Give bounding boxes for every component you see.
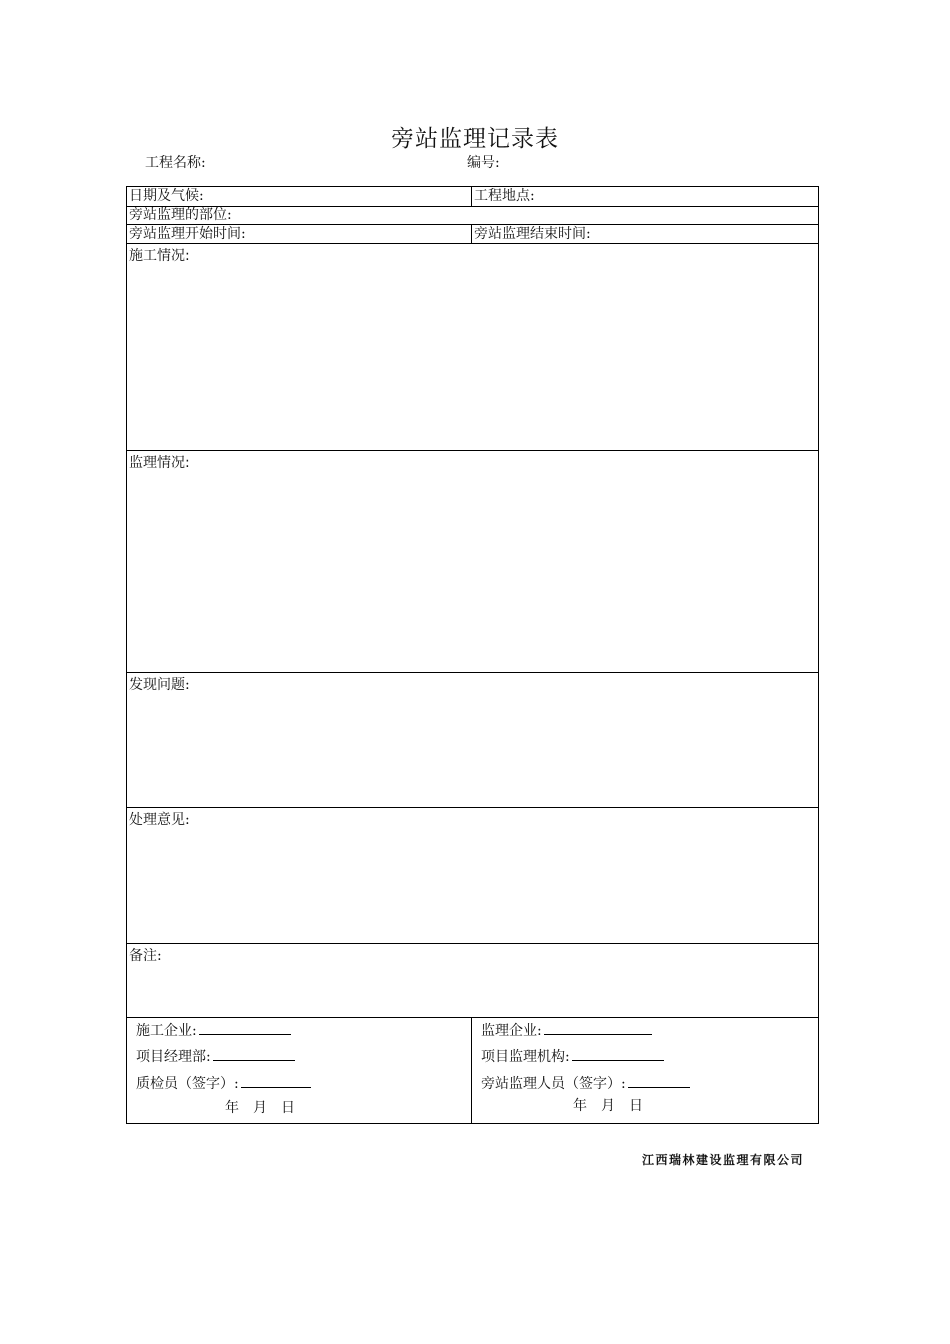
supervision-label: 监理情况:: [129, 455, 190, 471]
signature-section: [127, 1018, 818, 1123]
construction-label: 施工情况:: [129, 248, 190, 264]
signature-right: [471, 1018, 818, 1123]
signature-blank: [213, 1046, 295, 1061]
construction-company-line[interactable]: [136, 1020, 291, 1041]
supervision-company-label: 监理企业:: [481, 1023, 542, 1039]
end-time-label: 旁站监理结束时间:: [474, 226, 591, 242]
supervision-section[interactable]: [127, 451, 818, 673]
part-field[interactable]: [127, 207, 818, 224]
footer-company: 江西瑞林建设监理有限公司: [641, 1153, 804, 1167]
supervision-staff-label: 旁站监理人员（签字）:: [481, 1076, 626, 1092]
start-time-label: 旁站监理开始时间:: [129, 226, 246, 242]
project-dept-line[interactable]: [136, 1046, 295, 1067]
signature-blank: [241, 1073, 311, 1088]
signature-blank: [628, 1073, 690, 1088]
construction-company-label: 施工企业:: [136, 1023, 197, 1039]
project-dept-label: 项目经理部:: [136, 1049, 211, 1065]
supervision-company-line[interactable]: [481, 1020, 652, 1041]
left-date-label: 年 月 日: [225, 1100, 295, 1116]
signature-blank: [544, 1020, 652, 1035]
row-part: [127, 207, 818, 225]
inspector-label: 质检员（签字）:: [136, 1076, 239, 1092]
part-label: 旁站监理的部位:: [129, 207, 232, 223]
supervision-staff-line[interactable]: [481, 1073, 690, 1094]
remarks-label: 备注:: [129, 948, 162, 964]
supervision-org-label: 项目监理机构:: [481, 1049, 570, 1065]
project-name-label: 工程名称:: [145, 155, 206, 171]
start-time-field[interactable]: [127, 225, 471, 243]
opinion-label: 处理意见:: [129, 812, 190, 828]
problems-section[interactable]: [127, 673, 818, 808]
row-times: [127, 225, 818, 244]
site-field[interactable]: [471, 187, 818, 206]
row-date-site: [127, 187, 818, 207]
signature-left: [127, 1018, 471, 1123]
date-weather-label: 日期及气候:: [129, 188, 204, 204]
site-label: 工程地点:: [474, 188, 535, 204]
inspector-line[interactable]: [136, 1073, 311, 1094]
right-date-label: 年 月 日: [573, 1098, 643, 1114]
problems-label: 发现问题:: [129, 677, 190, 693]
signature-blank: [572, 1046, 664, 1061]
construction-section[interactable]: [127, 244, 818, 451]
opinion-section[interactable]: [127, 808, 818, 944]
date-weather-field[interactable]: [127, 187, 471, 206]
form-title: 旁站监理记录表: [391, 126, 559, 152]
end-time-field[interactable]: [471, 225, 818, 243]
supervision-org-line[interactable]: [481, 1046, 664, 1067]
signature-blank: [199, 1020, 291, 1035]
record-form: [126, 186, 819, 1124]
number-label: 编号:: [467, 155, 500, 171]
remarks-section[interactable]: [127, 944, 818, 1018]
